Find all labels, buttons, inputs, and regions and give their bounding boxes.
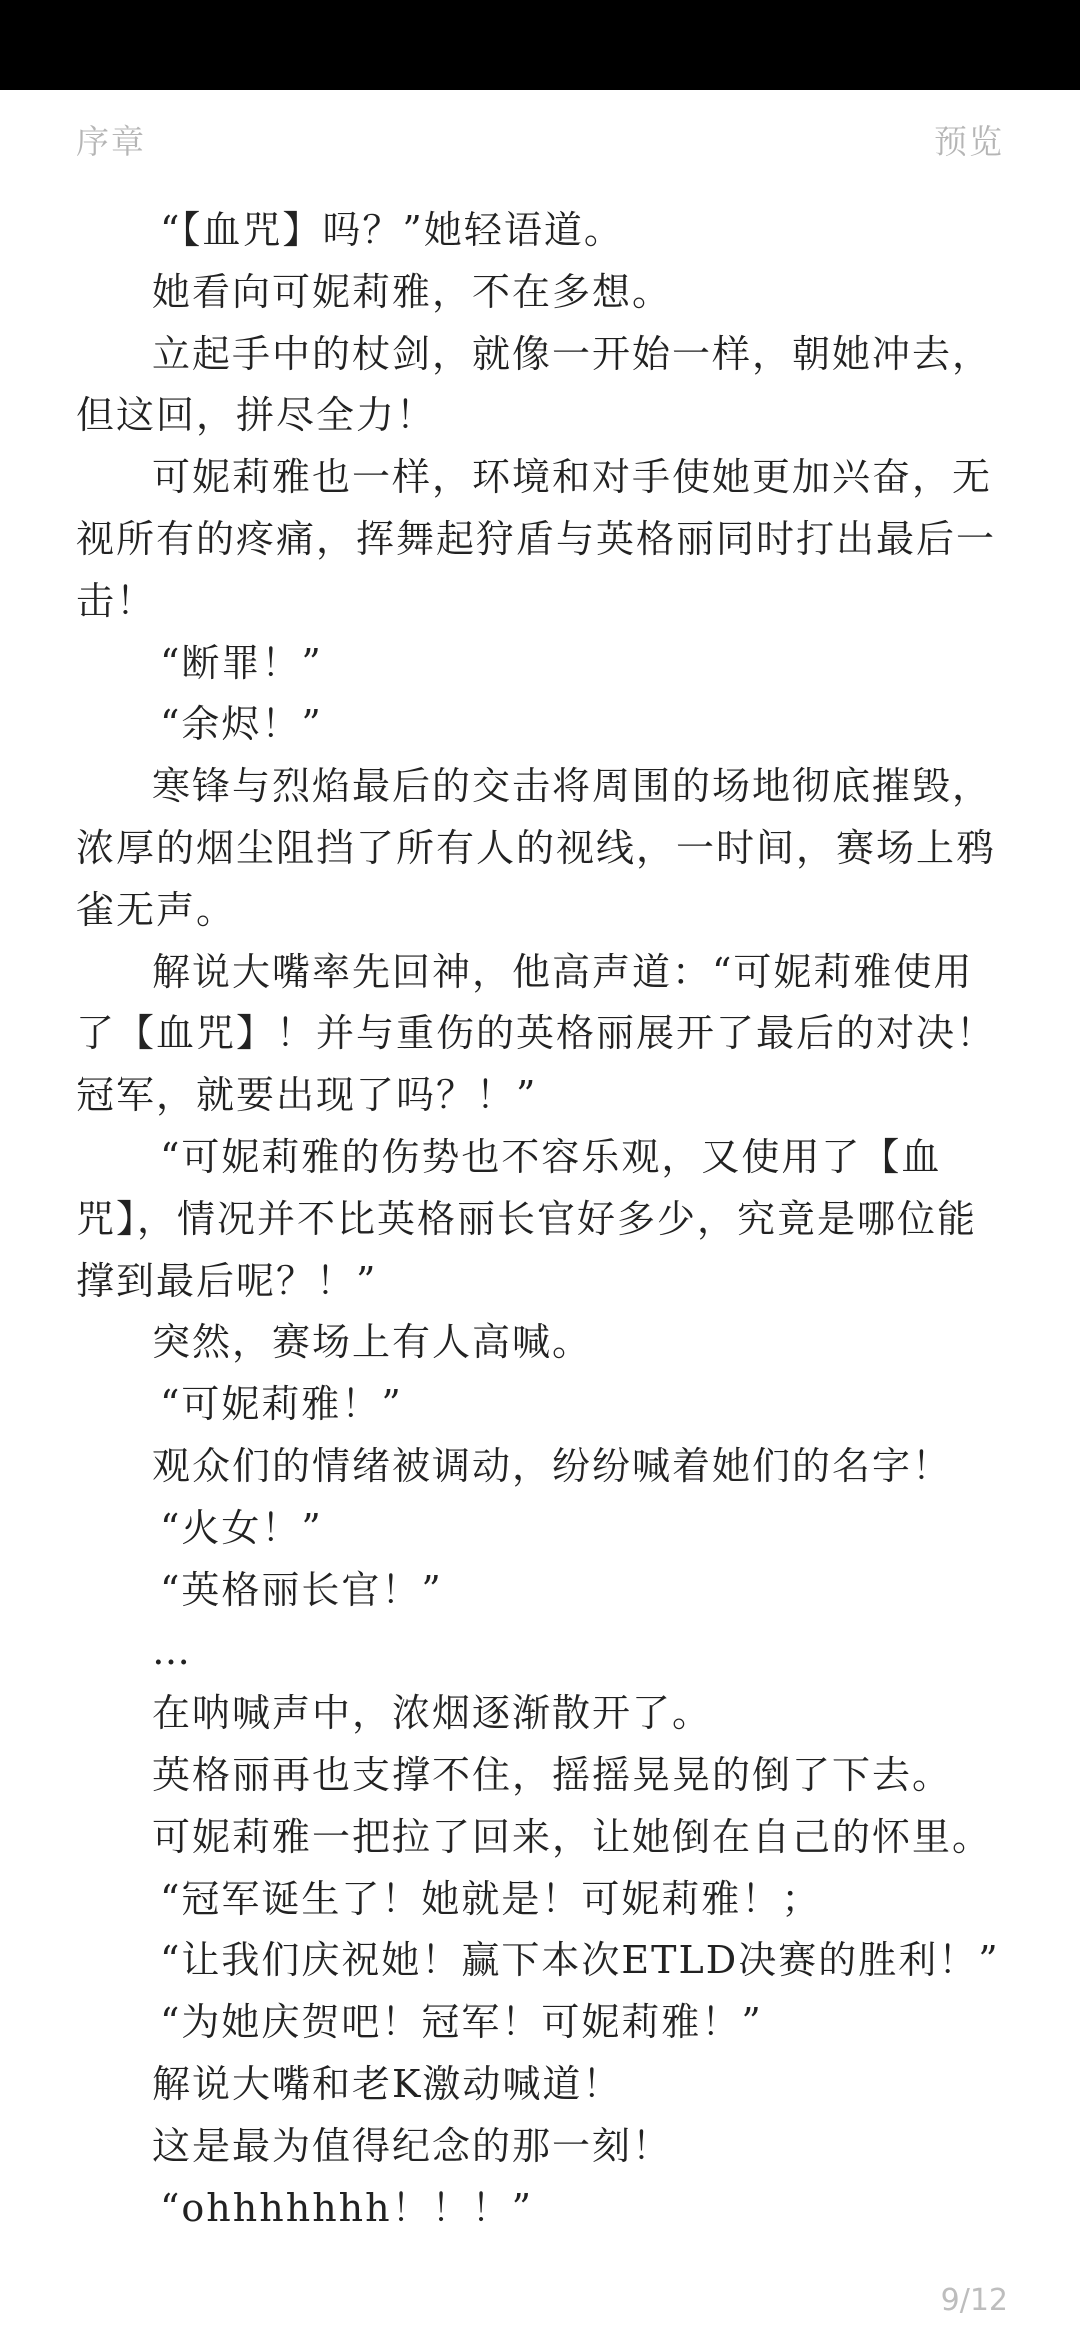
text-line: “【血咒】吗？”她轻语道。 [160,208,624,252]
reader-header [0,110,1080,170]
text-line: “ohhhhhhh！！！” [160,2185,534,2230]
text-line: “火女！” [160,1505,323,1550]
text-line: 咒】，情况并不比英格丽长官好多少，究竟是哪位能 [76,1196,978,1241]
text-line: 寒锋与烈焰最后的交击将周围的场地彻底摧毁， [152,764,993,809]
text-line: 解说大嘴率先回神，他高声道：“可妮莉雅使用 [152,949,974,994]
text-line: 这是最为值得纪念的那一刻！ [152,2123,673,2168]
text-line: 立起手中的杖剑，就像一开始一样，朝她冲去， [152,331,993,376]
text-line: 浓厚的烟尘阻挡了所有人的视线，一时间，赛场上鸦 [76,825,997,870]
text-line: 冠军，就要出现了吗？！” [76,1073,538,1118]
text-line: “英格丽长官！” [160,1567,443,1612]
reader-content[interactable] [76,200,1004,2239]
text-line: … [152,1629,192,1674]
chapter-title[interactable]: 序章 [76,122,146,161]
text-line: 解说大嘴和老K激动喊道！ [152,2061,623,2106]
text-line: 可妮莉雅一把拉了回来，让她倒在自己的怀里。 [152,1814,993,1859]
preview-label[interactable]: 预览 [934,122,1004,161]
text-line: “断罪！” [160,640,323,685]
text-line: “余烬！” [160,702,323,747]
text-line: “可妮莉雅的伤势也不容乐观，又使用了【血 [160,1134,942,1179]
page-indicator: 9/12 [940,2283,1008,2318]
text-line: 在呐喊声中，浓烟逐渐散开了。 [152,1691,713,1736]
text-line: 了【血咒】！并与重伤的英格丽展开了最后的对决！ [76,1011,997,1056]
text-line: 视所有的疼痛，挥舞起狩盾与英格丽同时打出最后一 [76,516,997,561]
text-line: 可妮莉雅也一样，环境和对手使她更加兴奋，无 [152,455,993,500]
text-line: “让我们庆祝她！赢下本次ETLD决赛的胜利！” [160,1938,1000,1983]
text-line: 英格丽再也支撑不住，摇摇晃晃的倒了下去。 [152,1752,953,1797]
text-line: 她看向可妮莉雅，不在多想。 [152,269,673,314]
text-line: 击！ [76,578,157,623]
status-bar [0,0,1080,90]
text-line: 但这回，拼尽全力！ [76,393,437,438]
text-line: “为她庆贺吧！冠军！可妮莉雅！” [160,2000,763,2045]
text-line: “可妮莉雅！” [160,1382,403,1427]
text-line: “冠军诞生了！她就是！可妮莉雅！； [160,1876,822,1921]
text-line: 撑到最后呢？！” [76,1258,378,1303]
text-line: 突然，赛场上有人高喊。 [152,1320,593,1365]
text-line: 观众们的情绪被调动，纷纷喊着她们的名字！ [152,1443,953,1488]
text-line: 雀无声。 [76,887,237,932]
